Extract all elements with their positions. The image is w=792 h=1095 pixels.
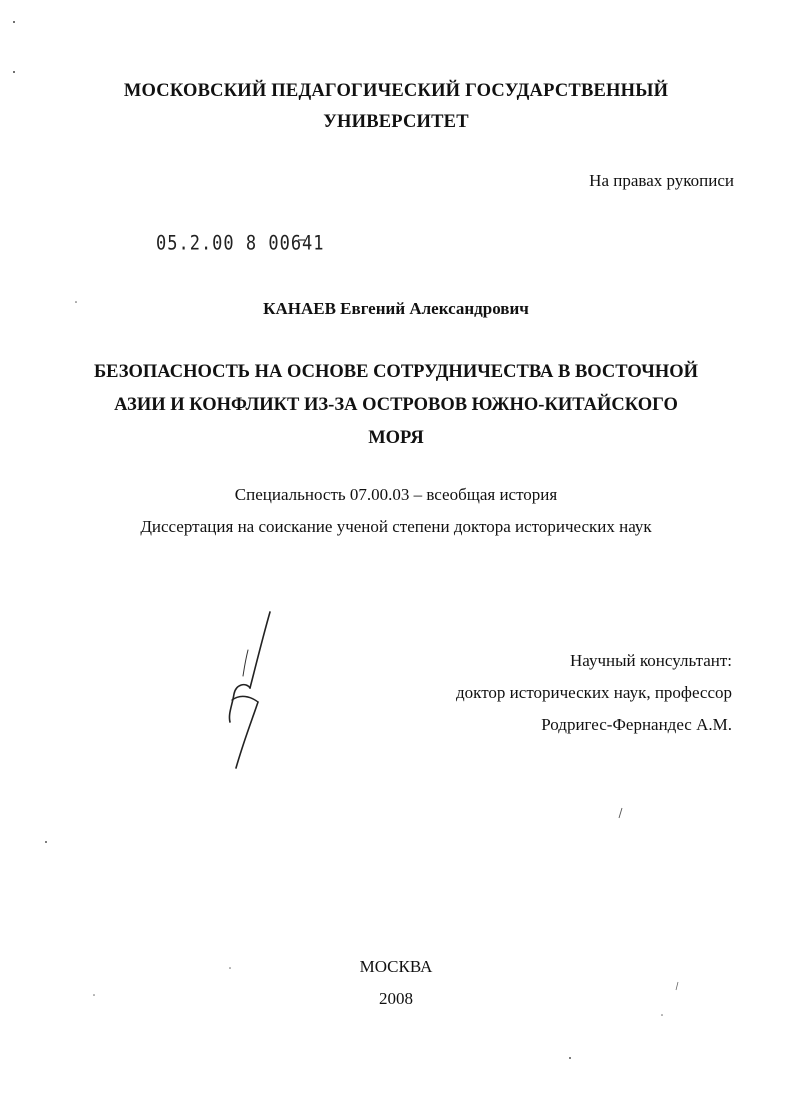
city: МОСКВА bbox=[359, 957, 433, 976]
university-name bbox=[0, 76, 792, 138]
scan-speck bbox=[619, 808, 622, 818]
scan-speck bbox=[13, 71, 15, 73]
advisor-credentials: доктор исторических наук, профессор bbox=[456, 683, 732, 702]
scan-speck bbox=[45, 841, 47, 843]
manuscript-rights-note: На правах рукописи bbox=[589, 171, 734, 190]
advisor-label: Научный консультант: bbox=[570, 651, 732, 670]
library-stamp-number: 05.2.00 8 00641 bbox=[156, 232, 325, 255]
author-name: КАНАЕВ Евгений Александрович bbox=[263, 299, 529, 318]
dissertation-title-line-3: МОРЯ bbox=[368, 428, 424, 448]
scan-speck bbox=[13, 21, 15, 23]
scan-speck bbox=[569, 1057, 571, 1059]
handwritten-signature-image bbox=[218, 610, 288, 775]
degree-line: Диссертация на соискание ученой степени доктора исторических наук bbox=[140, 517, 652, 536]
scan-speck bbox=[661, 1014, 663, 1016]
dissertation-title-line-2: АЗИИ И КОНФЛИКТ ИЗ-ЗА ОСТРОВОВ ЮЖНО-КИТАЙСКОГО bbox=[114, 395, 678, 415]
specialty-line: Специальность 07.00.03 – всеобщая история bbox=[234, 485, 558, 504]
year: 2008 bbox=[379, 989, 413, 1008]
university-name-line-2: УНИВЕРСИТЕТ bbox=[323, 112, 469, 132]
university-name-line-1: МОСКОВСКИЙ ПЕДАГОГИЧЕСКИЙ ГОСУДАРСТВЕННЫЙ bbox=[123, 81, 669, 101]
dissertation-title-line-1: БЕЗОПАСНОСТЬ НА ОСНОВЕ СОТРУДНИЧЕСТВА В ВОСТОЧНОЙ bbox=[93, 362, 699, 382]
scientific-advisor bbox=[456, 645, 732, 741]
advisor-name: Родригес-Фернандес А.М. bbox=[541, 715, 732, 734]
dissertation-title bbox=[0, 356, 792, 455]
